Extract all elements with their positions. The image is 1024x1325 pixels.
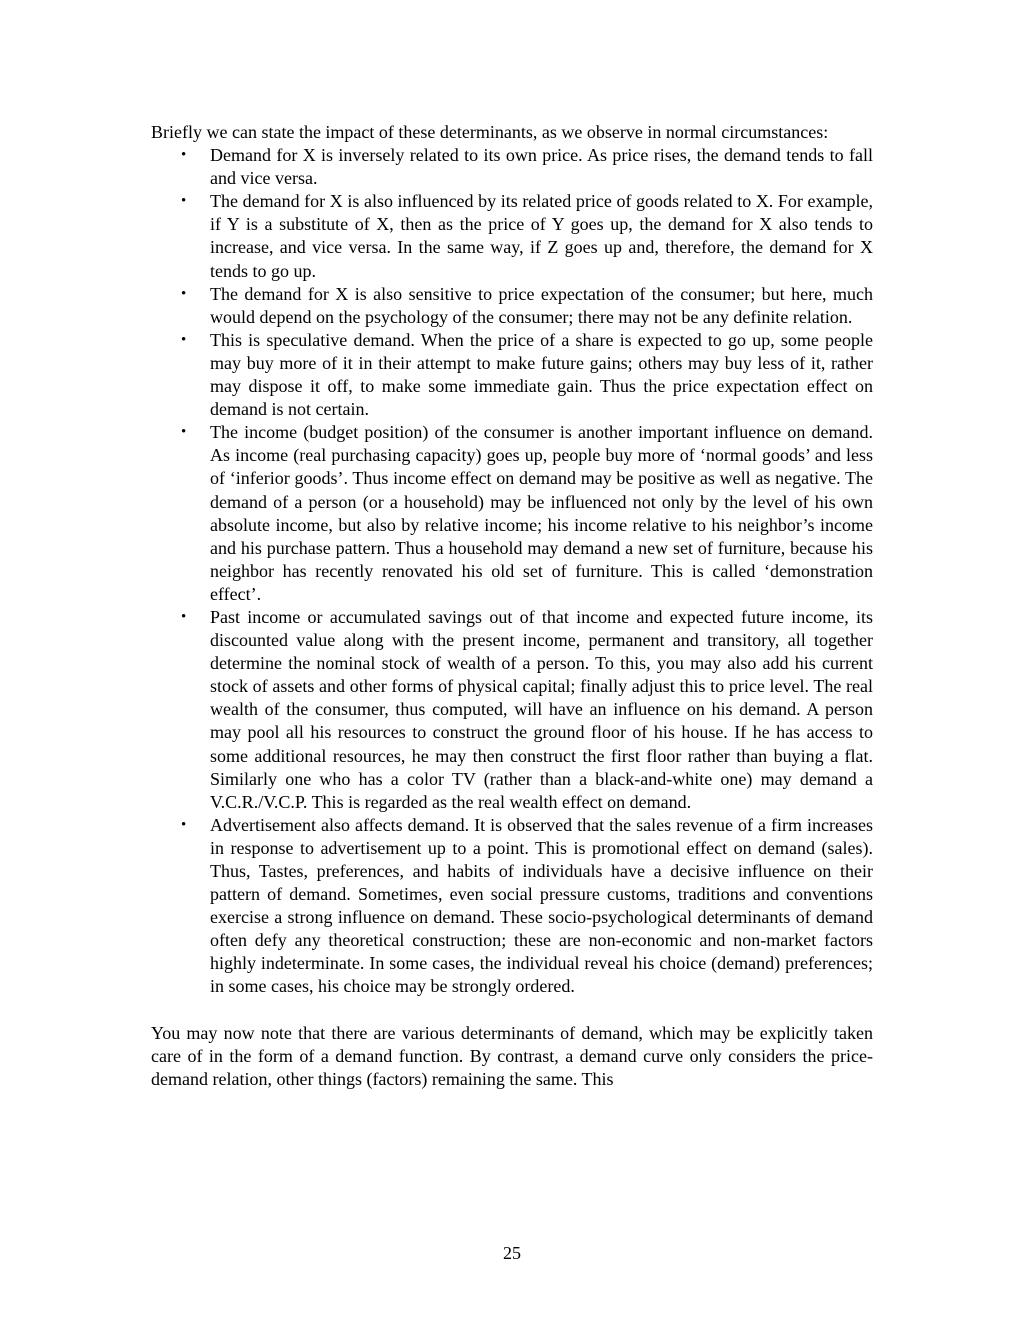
list-item bbox=[181, 190, 873, 282]
page-body bbox=[151, 121, 887, 1091]
list-item bbox=[181, 144, 873, 190]
list-item-text: This is speculative demand. When the price of a share is expected to go up, some people may buy more of it in their attempt to make future gains; others may buy less of it, rather may dispose it off, to make some immediate gain. Thus the price expectation effect on demand is not certain. bbox=[210, 329, 873, 420]
closing-paragraph: You may now note that there are various determinants of demand, which may be explicitly taken care of in the form of a demand function. By contrast, a demand curve only considers the price-demand relation, other things (factors) remaining the same. This bbox=[151, 1022, 873, 1089]
list-item-text: Demand for X is inversely related to its own price. As price rises, the demand tends to fall and vice versa. bbox=[210, 145, 873, 189]
list-item bbox=[181, 814, 873, 999]
list-item-text: Advertisement also affects demand. It is observed that the sales revenue of a firm increases in response to advertisement up to a point. This is promotional effect on demand (sales). Thus, Tastes, preferences, and habits of individuals have a decisive influence on their pattern of demand. Sometimes, even social pressure customs, traditions and conventions exercise a strong influence on demand. These socio-psychological determinants of demand often defy any theoretical construction; these are non-economic and non-market factors highly indeterminate. In some cases, the individual reveal his choice (demand) preferences; in some cases, his choice may be strongly ordered. bbox=[210, 814, 873, 997]
determinants-list bbox=[151, 144, 887, 998]
paragraph-spacer bbox=[151, 999, 873, 1022]
list-item-text: The demand for X is also influenced by its related price of goods related to X. For example, if Y is a substitute of X, then as the price of Y goes up, the demand for X also tends to increase, and vice versa. In the same way, if Z goes up and, therefore, the demand for X tends to go up. bbox=[210, 191, 873, 281]
list-item bbox=[181, 329, 873, 421]
bullet-icon: • bbox=[181, 285, 187, 302]
list-item-text: The demand for X is also sensitive to price expectation of the consumer; but here, much would depend on the psychology of the consumer; there may not be any definite relation. bbox=[210, 283, 887, 327]
bullet-icon: • bbox=[181, 816, 187, 833]
page-number: 25 bbox=[503, 1243, 521, 1263]
list-item bbox=[181, 421, 873, 606]
bullet-icon: • bbox=[181, 608, 187, 625]
list-item bbox=[181, 606, 873, 814]
bullet-icon: • bbox=[181, 331, 187, 348]
bullet-icon: • bbox=[181, 147, 187, 164]
bullet-icon: • bbox=[181, 424, 187, 441]
list-item-text: Past income or accumulated savings out of that income and expected future income, its discounted value along with the present income, permanent and transitory, all together determine the nominal stock of wealth of a person. To this, you may also add his current stock of assets and other forms of physical capital; finally adjust this to price level. The real wealth of the consumer, thus computed, will have an influence on his demand. A person may pool all his resources to construct the ground floor of his house. If he has access to some additional resources, he may then construct the first floor rather than buying a flat. Similarly one who has a color TV (rather than a black-and-white one) may demand a V.C.R./V.C.P. This is regarded as the real wealth effect on demand. bbox=[210, 606, 873, 812]
list-item bbox=[181, 283, 887, 329]
list-item-text: The income (budget position) of the consumer is another important influence on demand. As income (real purchasing capacity) goes up, people buy more of ‘normal goods’ and less of ‘inferior goods’. Thus income effect on demand may be positive as well as negative. The demand of a person (or a household) may be influenced not only by the level of his own absolute income, but also by relative income; his income relative to his neighbor’s income and his purchase pattern. Thus a household may demand a new set of furniture, because his neighbor has recently renovated his old set of furniture. This is called ‘demonstration effect’. bbox=[210, 422, 873, 604]
intro-paragraph: Briefly we can state the impact of these determinants, as we observe in normal circumstances: bbox=[151, 122, 829, 142]
bullet-icon: • bbox=[181, 193, 187, 210]
